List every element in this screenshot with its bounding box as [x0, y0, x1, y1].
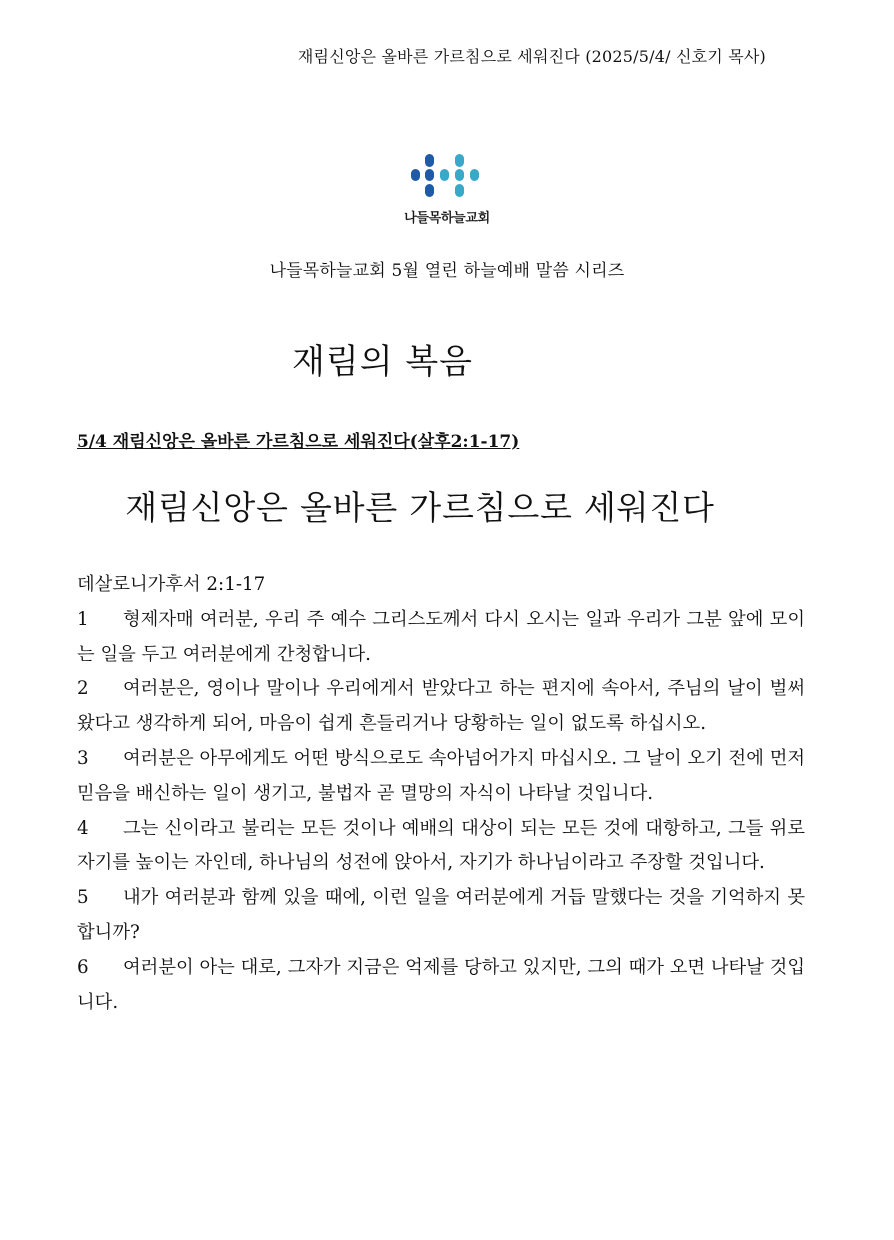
verse-number: 5 [77, 887, 89, 909]
verse-number: 4 [77, 817, 89, 839]
verse-text: 여러분은 아무에게도 어떤 방식으로도 속아넘어가지 마십시오. 그 날이 오기 전에 먼저 믿음을 배신하는 일이 생기고, 불법자 곧 멸망의 자식이 나타날 것입니다. [77, 747, 806, 804]
verse-number: 2 [77, 678, 89, 700]
verse [77, 881, 805, 951]
main-title: 재림의 복음 [292, 342, 474, 382]
verse [77, 672, 805, 742]
verse [77, 951, 805, 1021]
verse-number: 6 [77, 956, 89, 978]
sermon-date-title: 5/4 재림신앙은 올바른 가르침으로 세워진다(살후2:1-17) [77, 432, 520, 452]
verse [77, 603, 805, 673]
verse-text: 여러분은, 영이나 말이나 우리에게서 받았다고 하는 편지에 속아서, 주님의 날이 벌써 왔다고 생각하게 되어, 마음이 쉽게 흔들리거나 당황하는 일이 없도록 하십시오. [77, 678, 805, 735]
verse-text: 여러분이 아는 대로, 그자가 지금은 억제를 당하고 있지만, 그의 때가 오면 나타날 것입니다. [77, 956, 805, 1013]
verse-text: 형제자매 여러분, 우리 주 예수 그리스도께서 다시 오시는 일과 우리가 그분 앞에 모이는 일을 두고 여러분에게 간청합니다. [77, 608, 805, 665]
page-header: 재림신앙은 올바른 가르침으로 세워진다 (2025/5/4/ 신호기 목사) [297, 47, 766, 66]
verse [77, 742, 805, 812]
series-line: 나들목하늘교회 5월 열린 하늘예배 말씀 시리즈 [269, 261, 625, 281]
verse-text: 그는 신이라고 불리는 모든 것이나 예배의 대상이 되는 모든 것에 대항하고, 그들 위로 자기를 높이는 자인데, 하나님의 성전에 앉아서, 자기가 하나님이라고 주장할 것입니다. [77, 817, 805, 874]
verse-text: 내가 여러분과 함께 있을 때에, 이런 일을 여러분에게 거듭 말했다는 것을 기억하지 못합니까? [77, 887, 805, 943]
verse-number: 3 [77, 747, 89, 769]
church-logo [0, 150, 894, 230]
church-logo-name: 나들목하늘교회 [404, 211, 490, 226]
scripture-reference: 데살로니가후서 2:1-17 [77, 574, 266, 595]
church-logo-mark-icon [410, 150, 484, 200]
verse [77, 812, 805, 882]
sermon-title: 재림신앙은 올바른 가르침으로 세워진다 [125, 488, 715, 527]
verse-number: 1 [77, 608, 89, 630]
scripture-passage [77, 568, 805, 1020]
